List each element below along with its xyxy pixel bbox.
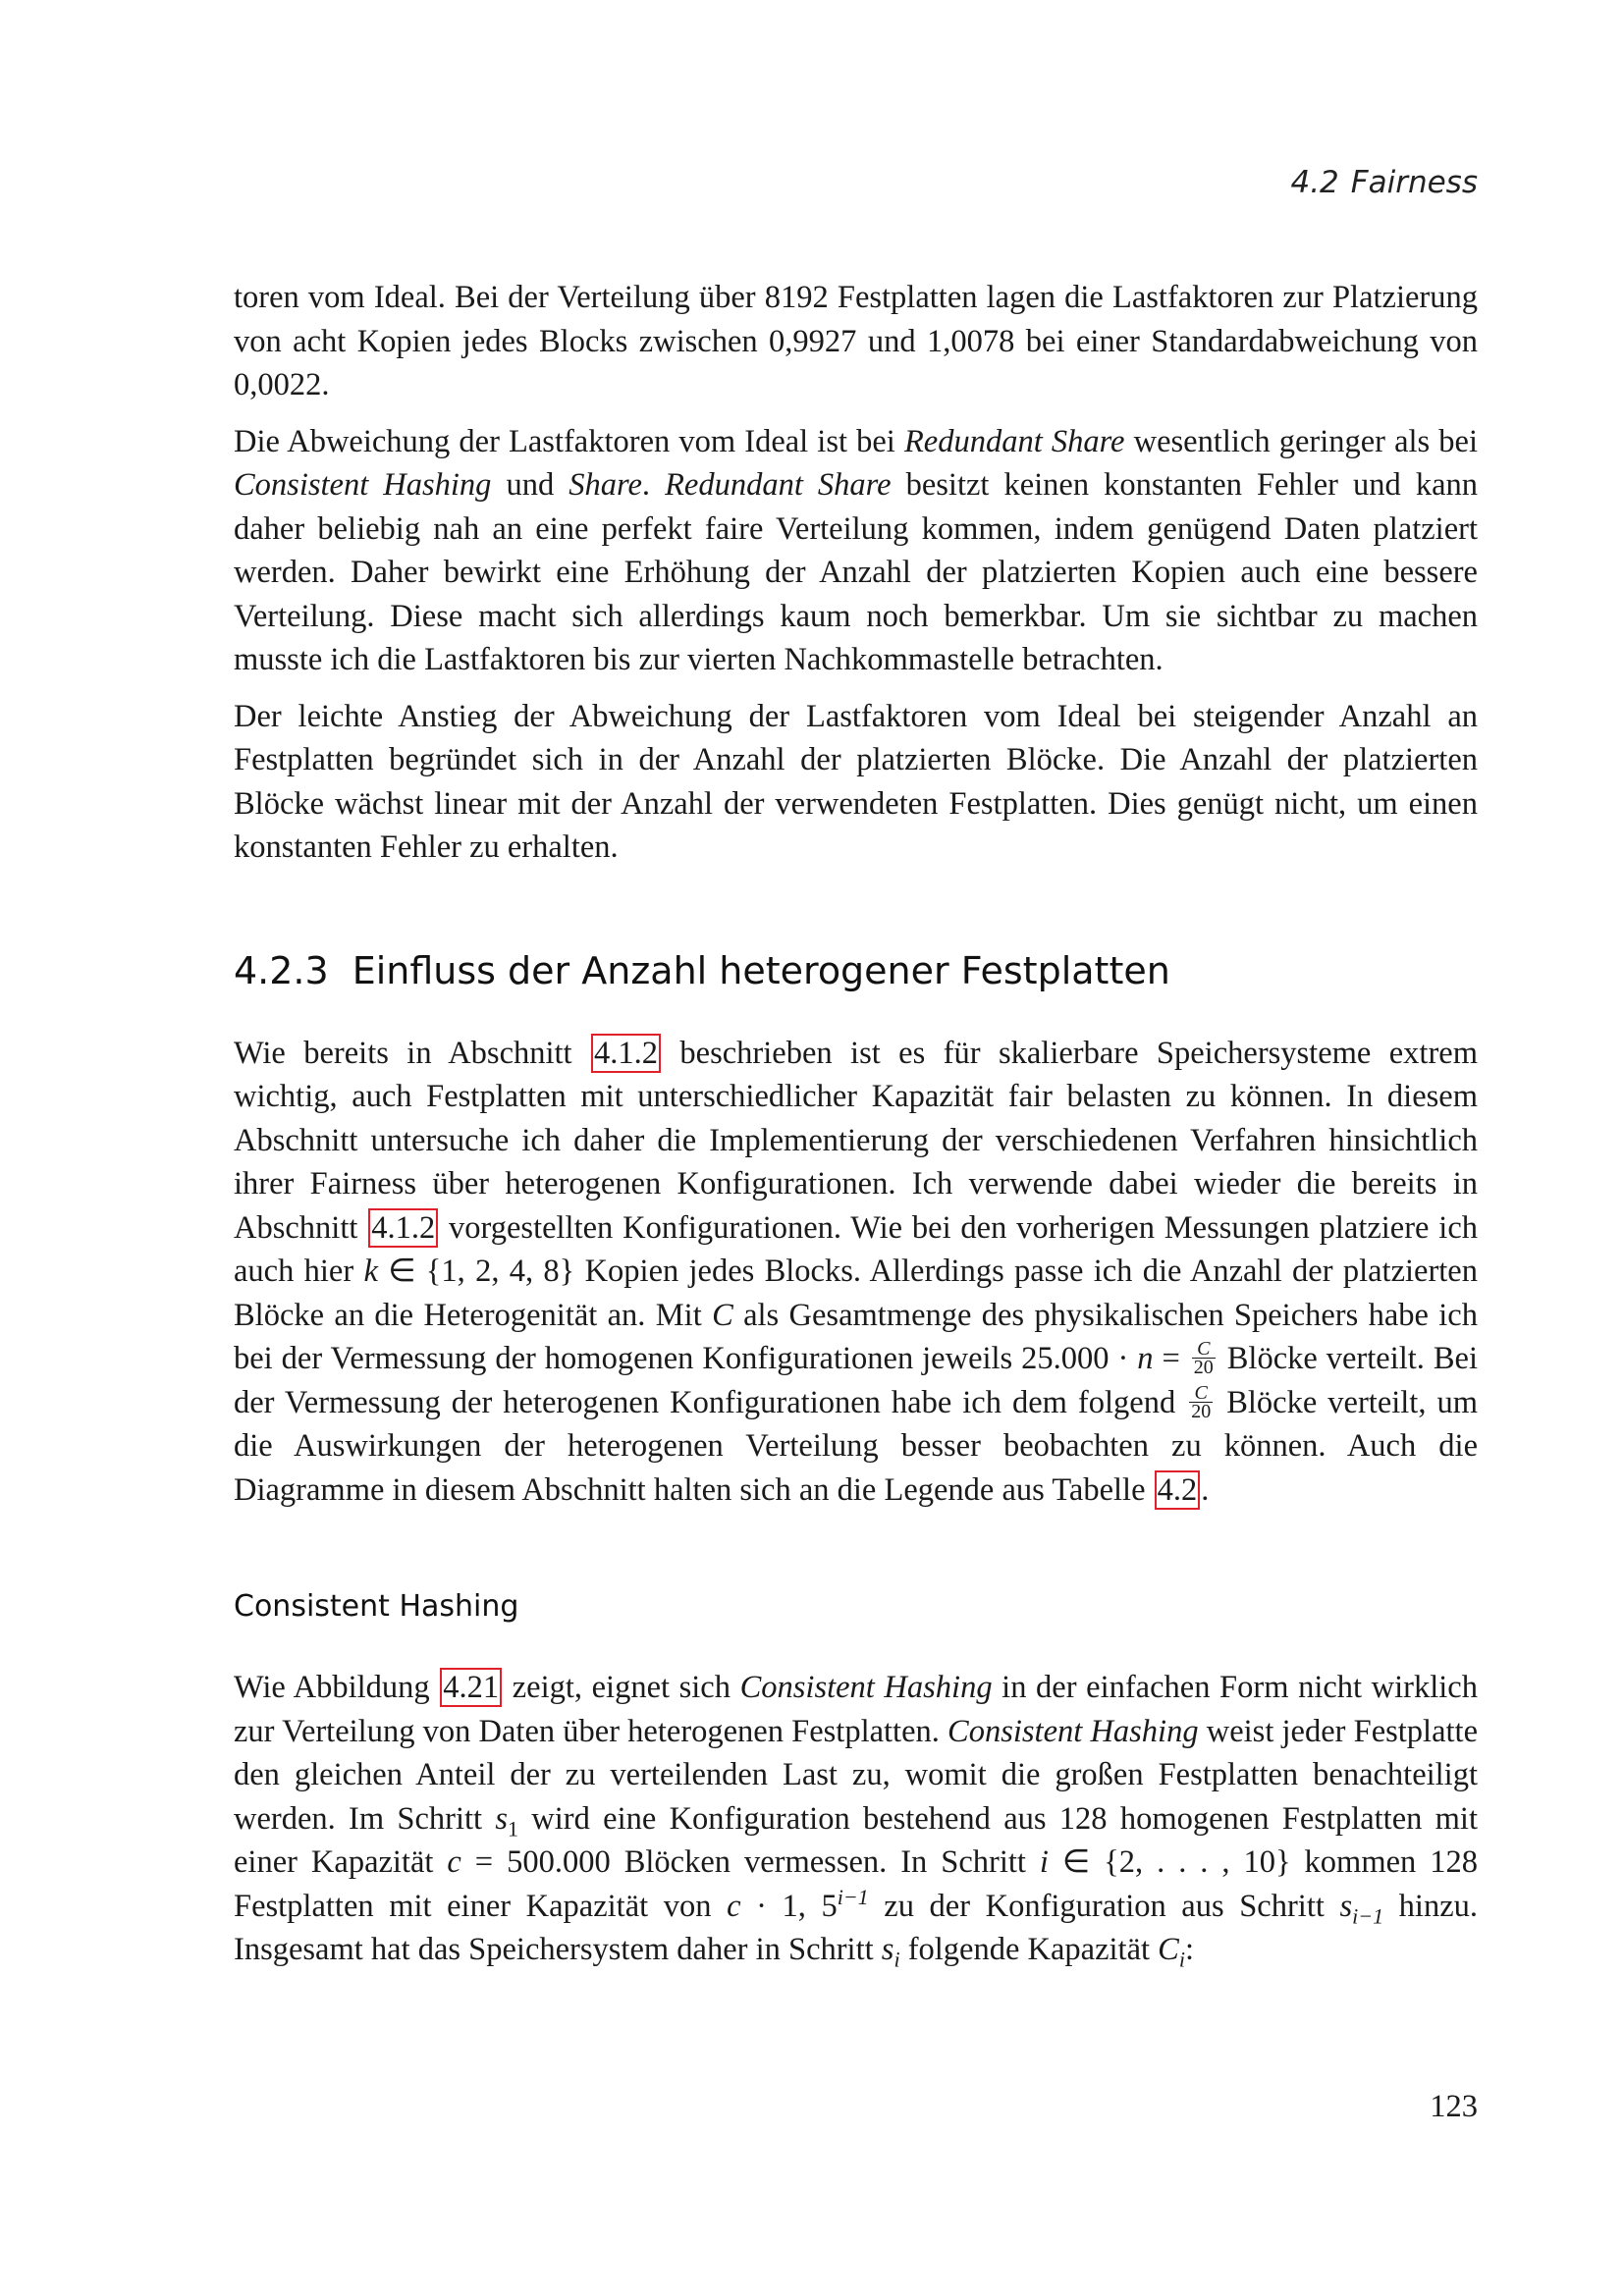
text-run: Wie Abbildung [234,1670,440,1705]
section-heading [234,947,1478,994]
text-run: = 500.000 Blöcken vermessen. In Schritt [460,1844,1040,1880]
text-run: : [1184,1932,1194,1967]
text-run: wesentlich geringer als bei [1124,423,1478,459]
text-run: in der einfachen Form nicht wirklich zur Verteilung von Daten über heterogenen Festplatten. [234,1670,1478,1749]
term-consistent-hashing: Consistent Hashing [947,1713,1199,1749]
math-variable: s [881,1932,894,1967]
fraction [1189,1381,1213,1422]
term-redundant-share: Redundant Share [903,423,1125,459]
running-header [1290,165,1478,200]
math-variable: s [1339,1888,1353,1924]
page [234,0,1478,2296]
text-run: · 1, 5 [740,1888,838,1924]
paragraph-heterogeneous [234,1032,1478,1513]
term-consistent-hashing: Consistent Hashing [234,467,492,503]
text-run: Blöcke verteilt. Bei der Vermessung der heterogenen Konfigurationen habe ich dem folgend [234,1341,1479,1420]
paragraph-continued: toren vom Ideal. Bei der Verteilung über 8192 Festplatten lagen die Lastfaktoren zur Platzierung von acht Kopien jedes Blocks zwischen 0,9927 und 1,0078 bei einer Standardabweichung von 0,0022. [234,280,1478,402]
header-section-title: Fairness [1350,165,1478,200]
math-variable: n [1137,1341,1154,1376]
math-superscript: i−1 [837,1884,869,1909]
section-title: Einfluss der Anzahl heterogener Festplatten [352,948,1170,992]
section-number: 4.2.3 [234,948,329,992]
text-run: und [491,467,569,503]
math-subscript: 1 [508,1816,519,1841]
math-subscript: i [893,1947,900,1972]
math-variable: C [1158,1932,1179,1967]
paragraph-redundant-share [234,420,1478,682]
page-number: 123 [1430,2089,1478,2124]
math-variable: C [712,1297,733,1333]
text-run: zu der Konfiguration aus Schritt [868,1888,1340,1924]
term-share: Share [568,467,642,503]
section-reference-link[interactable]: 4.1.2 [368,1208,438,1248]
text-run: vorgestellten Konfigurationen. Wie bei den vorherigen Messungen platziere ich auch hier [234,1209,1478,1289]
text-run: zeigt, eignet sich [503,1670,740,1705]
figure-reference-link[interactable]: 4.21 [440,1668,502,1707]
table-reference-link[interactable]: 4.2 [1155,1470,1201,1510]
text-run: = [1153,1341,1189,1376]
fraction [1192,1338,1216,1379]
text-run: . [1201,1471,1210,1508]
math-variable: c [727,1888,741,1924]
subsection-heading: Consistent Hashing [234,1589,519,1624]
math-variable: s [495,1800,509,1837]
fraction-numerator: C [1192,1340,1216,1359]
section-reference-link[interactable]: 4.1.2 [591,1034,661,1073]
text-run: besitzt keinen konstanten Fehler und kann daher beliebig nah an eine perfekt faire Verteilung kommen, indem genügend Daten platziert werden. Daher bewirkt eine Erhöhung der Anzahl der platzierten Kopien auch eine bessere Verteilung. Diese macht sich allerdings kaum noch bemerkbar. Um sie sichtbar zu machen musste ich die Lastfaktoren bis zur vierten Nachkommastelle betrachten. [234,467,1479,677]
text-run: weist jeder Festplatte den gleichen Anteil der zu verteilenden Last zu, womit die großen Festplatten benachteiligt werden. Im Schritt [234,1713,1478,1837]
math-subscript: i [1178,1947,1185,1972]
text-run: Wie bereits in Abschnitt [234,1035,590,1071]
fraction-denominator: 20 [1191,1400,1212,1422]
text-run: wird eine Konfiguration bestehend aus 128 homogenen Festplatten mit einer Kapazität [234,1800,1478,1880]
math-variable: k [363,1254,378,1289]
text-run: Blöcke verteilt, um die Auswirkungen der heterogenen Verteilung besser beobachten zu können. Auch die Diagramme in diesem Abschnitt halten sich an die Legende aus Tabelle [234,1384,1478,1508]
text-run: folgende Kapazität [899,1932,1159,1967]
text-run: beschrieben ist es für skalierbare Speichersysteme extrem wichtig, auch Festplatten mit unterschiedlicher Kapazität fair belasten zu können. In diesem Abschnitt untersuche ich daher die Implementierung der verschiedenen Verfahren hinsichtlich ihrer Fairness über heterogenen Konfigurationen. Ich verwende dabei wieder die bereits in Abschnitt [234,1035,1478,1246]
term-consistent-hashing: Consistent Hashing [739,1670,993,1705]
body-text [234,276,1478,1985]
paragraph-increase: Der leichte Anstieg der Abweichung der Lastfaktoren vom Ideal bei steigender Anzahl an Festplatten begründet sich in der Anzahl der platzierten Blöcke. Die Anzahl der platzierten Blöcke wächst linear mit der Anzahl der verwendeten Festplatten. Dies genügt nicht, um einen konstanten Fehler zu erhalten. [234,698,1478,865]
term-redundant-share: Redundant Share [665,467,892,503]
fraction-denominator: 20 [1193,1357,1214,1379]
header-section-number: 4.2 [1290,165,1339,200]
math-set: ∈ {1, 2, 4, 8} [377,1254,585,1289]
text-run: . [641,467,666,503]
text-run: hinzu. Insgesamt hat das Speichersystem daher in Schritt [234,1888,1479,1967]
math-variable: c [447,1844,461,1880]
text-run: ∈ {2, . . . , 10} kommen 128 Festplatten mit einer Kapazität von [234,1844,1479,1924]
text-run: Die Abweichung der Lastfaktoren vom Ideal ist bei [234,423,904,459]
math-variable: i [1039,1844,1049,1880]
text-run: als Gesamtmenge des physikalischen Speichers habe ich bei der Vermessung der homogenen Konfigurationen jeweils 25.000 · [234,1297,1478,1376]
fraction-numerator: C [1189,1384,1213,1403]
paragraph-consistent-hashing [234,1666,1478,1972]
math-subscript: i−1 [1352,1903,1384,1928]
text-run: Kopien jedes Blocks. Allerdings passe ich die Anzahl der platzierten Blöcke an die Heterogenität an. Mit [234,1254,1478,1333]
